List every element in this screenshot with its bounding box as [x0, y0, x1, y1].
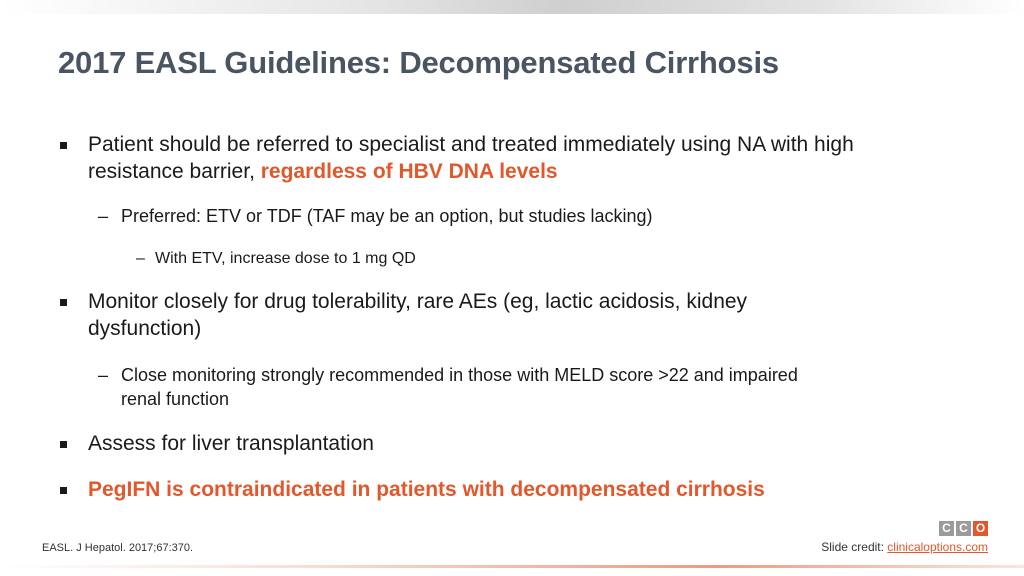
sub-bullet-item: Preferred: ETV or TDF (TAF may be an option, but studies lacking) — [121, 206, 653, 226]
square-bullet-icon — [60, 441, 67, 448]
bullet-line: Patient should be referred to specialist and treated immediately using NA with high — [88, 133, 854, 156]
slide-title: 2017 EASL Guidelines: Decompensated Cirrhosis — [58, 45, 779, 80]
logo-letter: C — [939, 521, 954, 536]
logo-letter: O — [973, 521, 988, 536]
bullet-line: dysfunction) — [88, 317, 202, 340]
cco-logo — [939, 521, 988, 536]
dash-bullet-icon: – — [136, 250, 145, 267]
credit-label: Slide credit: — [821, 540, 888, 554]
bullet-line: Monitor closely for drug tolerability, rare AEs (eg, lactic acidosis, kidney — [88, 290, 748, 313]
dash-bullet-icon: – — [98, 365, 109, 385]
bullet-line — [88, 158, 854, 185]
bullet-text: resistance barrier, — [88, 160, 261, 183]
sub-bullet-item — [121, 363, 798, 411]
bullet-item — [88, 288, 747, 342]
dash-bullet-icon: – — [98, 206, 109, 226]
square-bullet-icon — [60, 487, 67, 494]
bottom-accent-line — [0, 565, 1024, 568]
bullet-line: Close monitoring strongly recommended in those with MELD score >22 and impaired — [121, 365, 798, 385]
square-bullet-icon — [60, 299, 67, 306]
highlighted-bullet-item: PegIFN is contraindicated in patients with decompensated cirrhosis — [88, 478, 765, 501]
slide-credit — [821, 540, 988, 554]
bullet-item — [88, 131, 854, 185]
square-bullet-icon — [60, 142, 67, 149]
logo-letter: C — [956, 521, 971, 536]
credit-link[interactable]: clinicaloptions.com — [887, 540, 988, 554]
sub-sub-bullet-item: With ETV, increase dose to 1 mg QD — [155, 250, 416, 267]
citation: EASL. J Hepatol. 2017;67:370. — [42, 542, 194, 554]
highlighted-text: regardless of HBV DNA levels — [260, 160, 558, 183]
bullet-item: Assess for liver transplantation — [88, 432, 374, 455]
bullet-line: renal function — [121, 389, 230, 409]
